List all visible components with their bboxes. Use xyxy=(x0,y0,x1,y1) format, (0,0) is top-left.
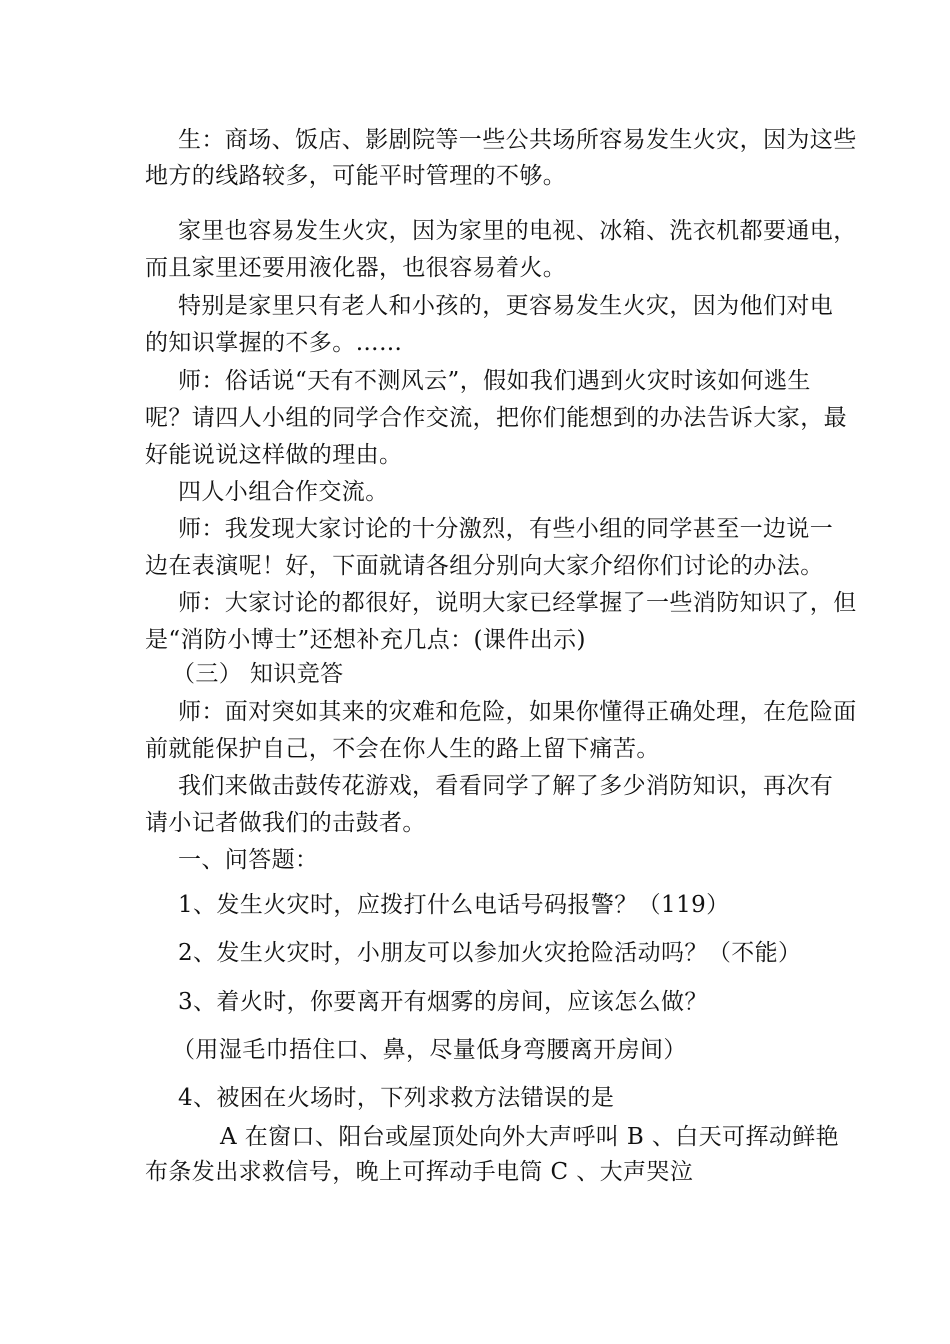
text-line: 师：面对突如其来的灾难和危险，如果你懂得正确处理，在危险面 xyxy=(178,699,857,725)
question-item: 4、被困在火场时，下列求救方法错误的是 xyxy=(178,1085,615,1111)
question-item: 2、发生火灾时，小朋友可以参加火灾抢险活动吗？（不能） xyxy=(178,940,802,966)
text-line: 好能说说这样做的理由。 xyxy=(145,442,403,468)
option-line: 布条发出求救信号，晚上可挥动手电筒 C 、大声哭泣 xyxy=(145,1159,694,1185)
text-line: 的知识掌握的不多。…… xyxy=(145,330,403,356)
text-line: 是“消防小博士”还想补充几点：(课件出示) xyxy=(145,627,586,653)
text-line: 师：俗话说“天有不测风云”，假如我们遇到火灾时该如何逃生 xyxy=(178,368,811,394)
text-line: 前就能保护自己，不会在你人生的路上留下痛苦。 xyxy=(145,736,660,762)
text-line: 师：大家讨论的都很好，说明大家已经掌握了一些消防知识了，但 xyxy=(178,590,857,616)
text-line: 请小记者做我们的击鼓者。 xyxy=(145,810,426,836)
text-line: 地方的线路较多，可能平时管理的不够。 xyxy=(145,163,567,189)
option-line: A 在窗口、阳台或屋顶处向外大声呼叫 B 、白天可挥动鲜艳 xyxy=(220,1124,840,1150)
section-heading: 一、问答题： xyxy=(178,847,319,873)
question-item: 3、着火时，你要离开有烟雾的房间，应该怎么做？ xyxy=(178,989,708,1015)
section-heading: （三） 知识竞答 xyxy=(172,661,344,687)
text-line: 而且家里还要用液化器，也很容易着火。 xyxy=(145,255,567,281)
text-line: 四人小组合作交流。 xyxy=(178,479,389,505)
text-line: 边在表演呢！好，下面就请各组分别向大家介绍你们讨论的办法。 xyxy=(145,553,824,579)
text-line: 呢？请四人小组的同学合作交流，把你们能想到的办法告诉大家，最 xyxy=(145,405,847,431)
text-line: 特别是家里只有老人和小孩的，更容易发生火灾，因为他们对电 xyxy=(178,293,834,319)
text-line: 家里也容易发生火灾，因为家里的电视、冰箱、洗衣机都要通电， xyxy=(178,218,857,244)
text-line: 生：商场、饭店、影剧院等一些公共场所容易发生火灾，因为这些 xyxy=(178,127,857,153)
text-line: 师：我发现大家讨论的十分激烈，有些小组的同学甚至一边说一 xyxy=(178,516,834,542)
answer-text: （用湿毛巾捂住口、鼻，尽量低身弯腰离开房间） xyxy=(172,1037,687,1063)
question-item: 1、发生火灾时，应拨打什么电话号码报警？（119） xyxy=(178,892,730,918)
text-line: 我们来做击鼓传花游戏，看看同学了解了多少消防知识，再次有 xyxy=(178,773,834,799)
